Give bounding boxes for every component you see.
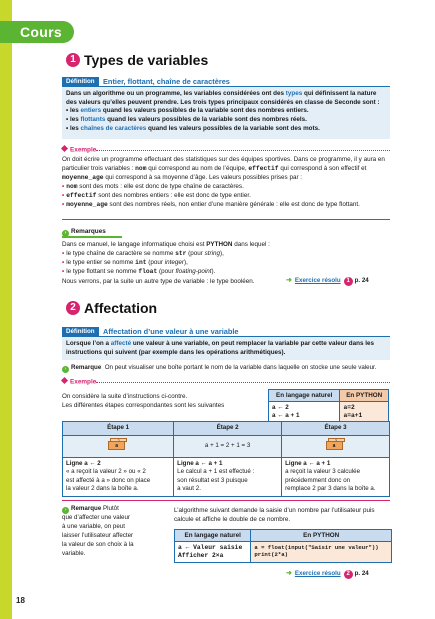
example-body-1 xyxy=(62,156,390,210)
definition-title-2: Affectation d’une valeur à une variable xyxy=(103,327,239,336)
step-3-header: Étape 3 xyxy=(282,422,390,436)
definition-bullet-flottants: • les flottants quand les valeurs possibles de la variable sont des nombres réels. xyxy=(66,116,307,124)
step-3-text: Ligne a ← a + 1 a reçoit la valeur 3 calculée précédemment donc on remplace 2 par 3 dans la boîte a. xyxy=(282,457,390,496)
lang-table-natural-cell: a ← 2 a ← a + 1 xyxy=(269,402,340,423)
left-margin-band xyxy=(0,0,12,619)
arrow-circle-icon: › xyxy=(62,230,69,237)
exercise-link-2[interactable]: ➜ Exercice résolu 2 p. 24 xyxy=(286,570,369,577)
page-number: 18 xyxy=(16,596,25,605)
section-number-1: 1 xyxy=(66,53,80,67)
remarks-underline xyxy=(62,236,122,238)
remark-item-str: • le type chaîne de caractère se nomme str (pour string), xyxy=(62,250,224,258)
example-bottom-rule-2 xyxy=(62,500,390,501)
definition-intro: Dans un algorithme ou un programme, les variables considérées ont des types qui définissent la nature des valeurs qu’elles peuvent prendre. Les trois types principaux considérés en classe de Seconde sont : xyxy=(66,90,380,106)
step-2-calc-cell: a + 1 = 2 + 1 = 3 xyxy=(174,435,282,457)
example-diamond-icon xyxy=(61,377,68,384)
remark-item-int: • le type entier se nomme int (pour integer), xyxy=(62,259,188,267)
step-1-header: Étape 1 xyxy=(63,422,174,436)
arrow-right-icon: ➜ xyxy=(286,277,292,284)
definition-title: Entier, flottant, chaîne de caractères xyxy=(103,77,230,86)
step-2-header: Étape 2 xyxy=(174,422,282,436)
algo-python-cell: a = float(input("Saisir une valeur")) print(2*a) xyxy=(251,542,392,563)
example-heading-2: Exemple xyxy=(62,378,96,387)
remark-item-float: • le type flottant se nomme float (pour floating-point). xyxy=(62,268,216,276)
definition-bullet-entiers: • les entiers quand les valeurs possibles de la variable sont des nombres entiers. xyxy=(66,107,309,115)
remarks-last: Nous verrons, par la suite un autre type de variable : le type booléen. xyxy=(62,277,255,285)
definition-box-types xyxy=(62,86,390,139)
arrow-circle-icon: › xyxy=(62,366,69,373)
lang-table-python-cell: a=2 a=a+1 xyxy=(340,402,389,423)
step-2-text: Ligne a ← a + 1 Le calcul a + 1 est effectué : son résultat est 3 puisque a vaut 2. xyxy=(174,457,282,496)
cours-label: Cours xyxy=(20,24,62,40)
example-paragraph: On doit écrire un programme effectuant des statistiques sur des équipes sportives. Dans ce programme, il y aura en particulier trois variables : nom qui correspond au nom de l’équipe, effectif qui correspond à son effectif et moyenne_age qui correspond à sa moyenne d’âge. Les valeurs possibles prises par : xyxy=(62,156,385,181)
algo-header-natural: En langage naturel xyxy=(175,530,251,542)
definition-bullet-chaines: • les chaînes de caractères quand les valeurs possibles de la variable sont des mots. xyxy=(66,124,320,132)
remarks-intro: Dans ce manuel, le langage informatique choisi est PYTHON dans lequel : xyxy=(62,241,270,248)
exercise-link-1[interactable]: ➜ Exercice résolu 1 p. 24 xyxy=(286,277,369,284)
algo-intro: L’algorithme suivant demande la saisie d’un nombre par l’utilisateur puis calcule et affiche le double de ce nombre. xyxy=(174,507,375,524)
section-number-2: 2 xyxy=(66,301,80,315)
step-1-box-cell xyxy=(63,435,174,457)
lang-table-header-natural: En langage naturel xyxy=(269,390,340,402)
example-item-effectif: • effectif sont des nombres entiers : elle est donc de type entier. xyxy=(62,191,251,199)
example-item-nom: • nom sont des mots : elle est donc de type chaîne de caractères. xyxy=(62,182,244,190)
algo-header-python: En PYTHON xyxy=(251,530,392,542)
definition-tag-2: Définition xyxy=(62,327,99,337)
remarks-heading: › Remarques xyxy=(62,228,106,237)
example-rule-1 xyxy=(96,150,390,151)
variable-box-icon: a xyxy=(326,438,346,450)
example-rule-2 xyxy=(96,382,390,383)
step-1-text: Ligne a ← 2 « a reçoit la valeur 2 » ou « 2 est affecté à a » donc on place la valeur 2 dans la boîte a. xyxy=(63,457,174,496)
algo-natural-cell: a ← Valeur saisie Afficher 2×a xyxy=(175,542,251,563)
steps-table xyxy=(62,421,390,497)
step-3-box-cell xyxy=(282,435,390,457)
section-title-affectation: Affectation xyxy=(84,300,158,316)
lang-table-header-python: En PYTHON xyxy=(340,390,389,402)
arrow-right-icon: ➜ xyxy=(286,570,292,577)
example-item-moyenne: • moyenne_age sont des nombres réels, non entier d’une manière générale : elle est donc de type flottant. xyxy=(62,200,360,208)
example-heading-1: Exemple xyxy=(62,146,96,155)
definition-box-affectation: Lorsque l’on a affecté une valeur à une variable, on peut remplacer la variable par cette valeur dans les instructions qui suivent (par exemple dans les opérations arithmétiques). xyxy=(62,336,390,360)
example-diamond-icon xyxy=(61,145,68,152)
lang-table-saisie xyxy=(174,529,392,563)
definition-tag: Définition xyxy=(62,77,99,87)
section-title-types: Types de variables xyxy=(84,52,209,68)
remark-saisie: › Remarque Plutôt que d’affecter une valeur à une variable, on peut laisser l’utilisateur affecter la valeur de son choix à la variable. xyxy=(62,505,134,557)
variable-box-icon: a xyxy=(108,438,128,450)
remark-visualiser: › Remarque On peut visualiser une boîte portant le nom de la variable dans laquelle on stocke une seule valeur. xyxy=(62,364,402,373)
arrow-circle-icon: › xyxy=(62,507,69,514)
example-bottom-rule-1 xyxy=(62,219,390,220)
example2-intro: On considère la suite d’instructions ci-contre. Les différentes étapes correspondantes sont les suivantes xyxy=(62,393,225,410)
lang-table-affectation xyxy=(268,389,389,423)
